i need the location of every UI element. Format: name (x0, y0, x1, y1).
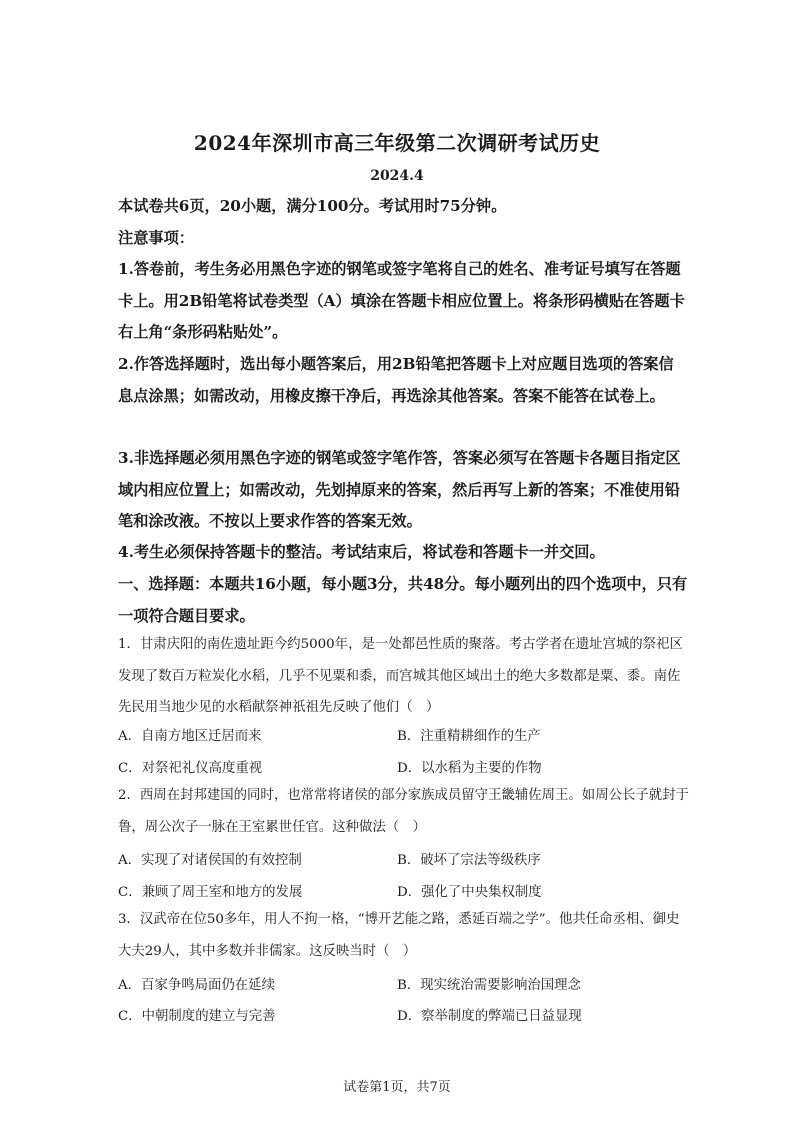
notice-item-3: 3.非选择题必须用黑色字迹的钢笔或签字笔作答，答案必须写在答题卡各题目指定区域内相应位置上；如需改动，先划掉原来的答案，然后再写上新的答案；不准使用铅笔和涂改液。不按以上要求作答的答案无效。 (118, 449, 681, 530)
question-1-option-b: B．注重精耕细作的生产 (397, 729, 541, 744)
question-1-option-a: A．自南方地区迁居而来 (118, 729, 262, 744)
question-2-option-c: C．兼顾了周王室和地方的发展 (118, 885, 303, 900)
notice-item-2: 2.作答选择题时，选出每小题答案后，用2B铅笔把答题卡上对应题目选项的答案信息点涂黑；如需改动，用橡皮擦干净后，再选涂其他答案。答案不能答在试卷上。 (118, 355, 674, 405)
question-3-stem: 3．汉武帝在位50多年，用人不拘一格，“博开艺能之路，悉延百端之学”。他共任命丞相、御史大夫29人，其中多数并非儒家。这反映当时（ ） (118, 912, 680, 959)
exam-intro: 本试卷共6页，20小题，满分100分。考试用时75分钟。 (118, 197, 507, 215)
section-heading: 一、选择题：本题共16小题，每小题3分，共48分。每小题列出的四个选项中，只有一项符合题目要求。 (118, 575, 688, 625)
notice-item-4: 4.考生必须保持答题卡的整洁。考试结束后，将试卷和答题卡一并交回。 (118, 543, 605, 561)
question-1-stem: 1．甘肃庆阳的南佐遗址距今约5000年，是一处都邑性质的聚落。考古学者在遗址宫城的祭祀区发现了数百万粒炭化水稻，几乎不见粟和黍，而宫城其他区域出土的绝大多数都是粟、黍。南佐先民用当地少见的水稻献祭神祇祖先反映了他们（ ） (118, 637, 683, 715)
question-3-option-c: C．中朝制度的建立与完善 (118, 1009, 276, 1024)
question-3-option-a: A．百家争鸣局面仍在延续 (118, 978, 275, 993)
question-2-stem: 2．西周在封邦建国的同时，也常常将诸侯的部分家族成员留守王畿辅佐周王。如周公长子就封于鲁，周公次子一脉在王室累世任官。这种做法（ ） (118, 788, 689, 835)
question-3-option-d: D．察举制度的弊端已日益显现 (397, 1009, 582, 1024)
notice-item-1: 1.答卷前，考生务必用黑色字迹的钢笔或签字笔将自己的姓名、准考证号填写在答题卡上。用2B铅笔将试卷类型（A）填涂在答题卡相应位置上。将条形码横贴在答题卡右上角“条形码粘贴处”。 (118, 260, 685, 341)
question-2-option-a: A．实现了对诸侯国的有效控制 (118, 853, 302, 868)
question-2-option-d: D．强化了中央集权制度 (397, 885, 542, 900)
question-3-option-b: B．现实统治需要影响治国理念 (397, 978, 581, 993)
question-1-option-d: D．以水稻为主要的作物 (397, 761, 542, 776)
page-footer: 试卷第1页，共7页 (343, 1080, 451, 1095)
exam-title: 2024年深圳市高三年级第二次调研考试历史 (193, 131, 601, 155)
exam-date: 2024.4 (370, 168, 424, 184)
notice-heading: 注意事项： (118, 229, 194, 247)
question-2-option-b: B．破坏了宗法等级秩序 (397, 853, 541, 868)
question-1-option-c: C．对祭祀礼仪高度重视 (118, 761, 263, 776)
